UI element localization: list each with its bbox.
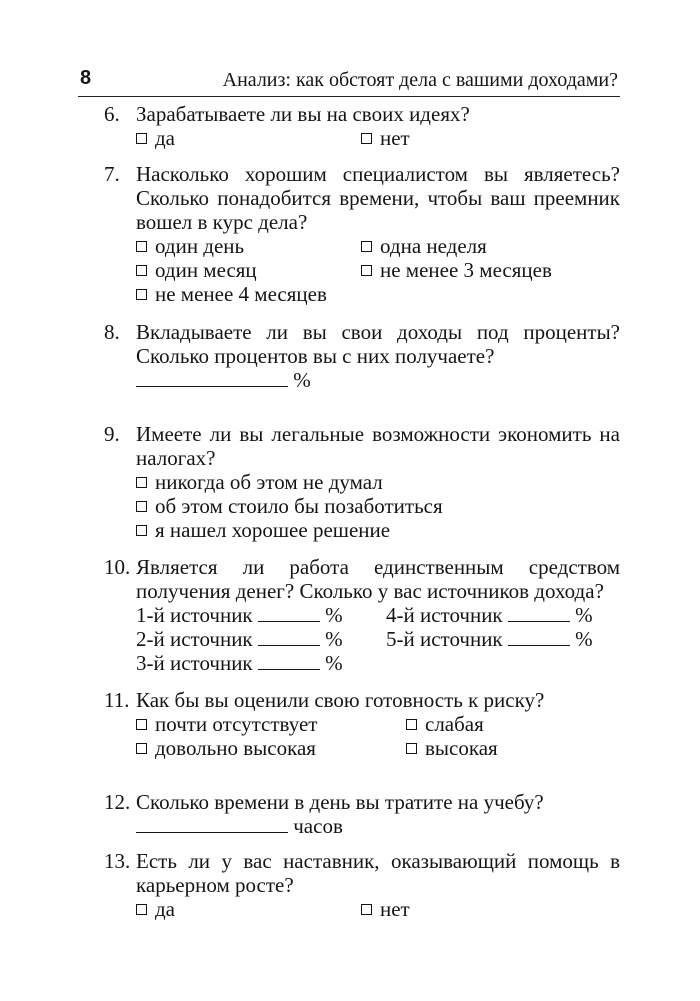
checkbox-icon[interactable] (361, 904, 372, 915)
checkbox-icon[interactable] (136, 904, 147, 915)
question-9 (104, 422, 620, 542)
question-10 (104, 555, 620, 675)
question-number: 7. (104, 162, 120, 186)
page-number: 8 (80, 67, 92, 89)
question-6 (104, 102, 620, 150)
hours-field[interactable]: часов (136, 814, 343, 838)
checkbox-icon[interactable] (136, 501, 147, 512)
question-text: Насколько хорошим специалистом вы являетесь? Сколько понадобится времени, чтобы ваш преемник вошел в курс дела? (136, 162, 620, 234)
question-number: 6. (104, 102, 120, 126)
question-8 (104, 320, 620, 392)
question-number: 9. (104, 422, 120, 446)
option-one-month[interactable]: один месяц (136, 258, 257, 282)
option-never-thought[interactable]: никогда об этом не думал (136, 470, 383, 494)
checkbox-icon[interactable] (136, 241, 147, 252)
running-title: Анализ: как обстоят дела с вашими доходами? (222, 69, 618, 91)
option-found-solution[interactable]: я нашел хорошее решение (136, 518, 390, 542)
question-7 (104, 162, 620, 306)
source-2-field[interactable]: 2-й источник % (136, 627, 343, 651)
checkbox-icon[interactable] (361, 241, 372, 252)
question-13 (104, 849, 620, 921)
option-3-months[interactable]: не менее 3 месяцев (361, 258, 552, 282)
option-one-week[interactable]: одна неделя (361, 234, 487, 258)
question-number: 8. (104, 320, 120, 344)
source-1-field[interactable]: 1-й источник % (136, 603, 343, 627)
question-number: 11. (104, 688, 130, 712)
question-number: 10. (104, 555, 131, 579)
running-header (78, 66, 620, 97)
source-4-field[interactable]: 4-й источник % (386, 603, 593, 627)
question-text: Является ли работа единственным средством получения денег? Сколько у вас источников дохода? (136, 555, 620, 603)
question-number: 13. (104, 849, 131, 873)
option-yes[interactable]: да (136, 126, 175, 150)
question-text: Сколько времени в день вы тратите на учебу? (136, 790, 544, 814)
question-number: 12. (104, 790, 131, 814)
checkbox-icon[interactable] (136, 265, 147, 276)
source-3-field[interactable]: 3-й источник % (136, 651, 343, 675)
question-12 (104, 790, 620, 838)
checkbox-icon[interactable] (136, 743, 147, 754)
checkbox-icon[interactable] (361, 265, 372, 276)
question-text: Как бы вы оценили свою готовность к риску? (136, 688, 545, 712)
checkbox-icon[interactable] (136, 133, 147, 144)
checkbox-icon[interactable] (136, 525, 147, 536)
option-weak[interactable]: слабая (406, 712, 484, 736)
checkbox-icon[interactable] (406, 719, 417, 730)
option-high[interactable]: высокая (406, 736, 498, 760)
checkbox-icon[interactable] (136, 289, 147, 300)
option-no[interactable]: нет (361, 126, 410, 150)
question-text: Имеете ли вы легальные возможности экономить на налогах? (136, 422, 620, 470)
question-11 (104, 688, 620, 760)
checkbox-icon[interactable] (361, 133, 372, 144)
option-almost-none[interactable]: почти отсутствует (136, 712, 317, 736)
option-4-months[interactable]: не менее 4 месяцев (136, 282, 327, 306)
percent-field[interactable]: % (136, 368, 311, 392)
checkbox-icon[interactable] (136, 719, 147, 730)
question-text: Есть ли у вас наставник, оказывающий помощь в карьерном росте? (136, 849, 620, 897)
question-text: Вкладываете ли вы свои доходы под проценты? Сколько процентов вы с них получаете? (136, 320, 620, 368)
option-yes[interactable]: да (136, 897, 175, 921)
option-worth-caring[interactable]: об этом стоило бы позаботиться (136, 494, 443, 518)
option-one-day[interactable]: один день (136, 234, 244, 258)
option-no[interactable]: нет (361, 897, 410, 921)
checkbox-icon[interactable] (136, 477, 147, 488)
question-text: Зарабатываете ли вы на своих идеях? (136, 102, 470, 126)
option-rather-high[interactable]: довольно высокая (136, 736, 316, 760)
checkbox-icon[interactable] (406, 743, 417, 754)
source-5-field[interactable]: 5-й источник % (386, 627, 593, 651)
